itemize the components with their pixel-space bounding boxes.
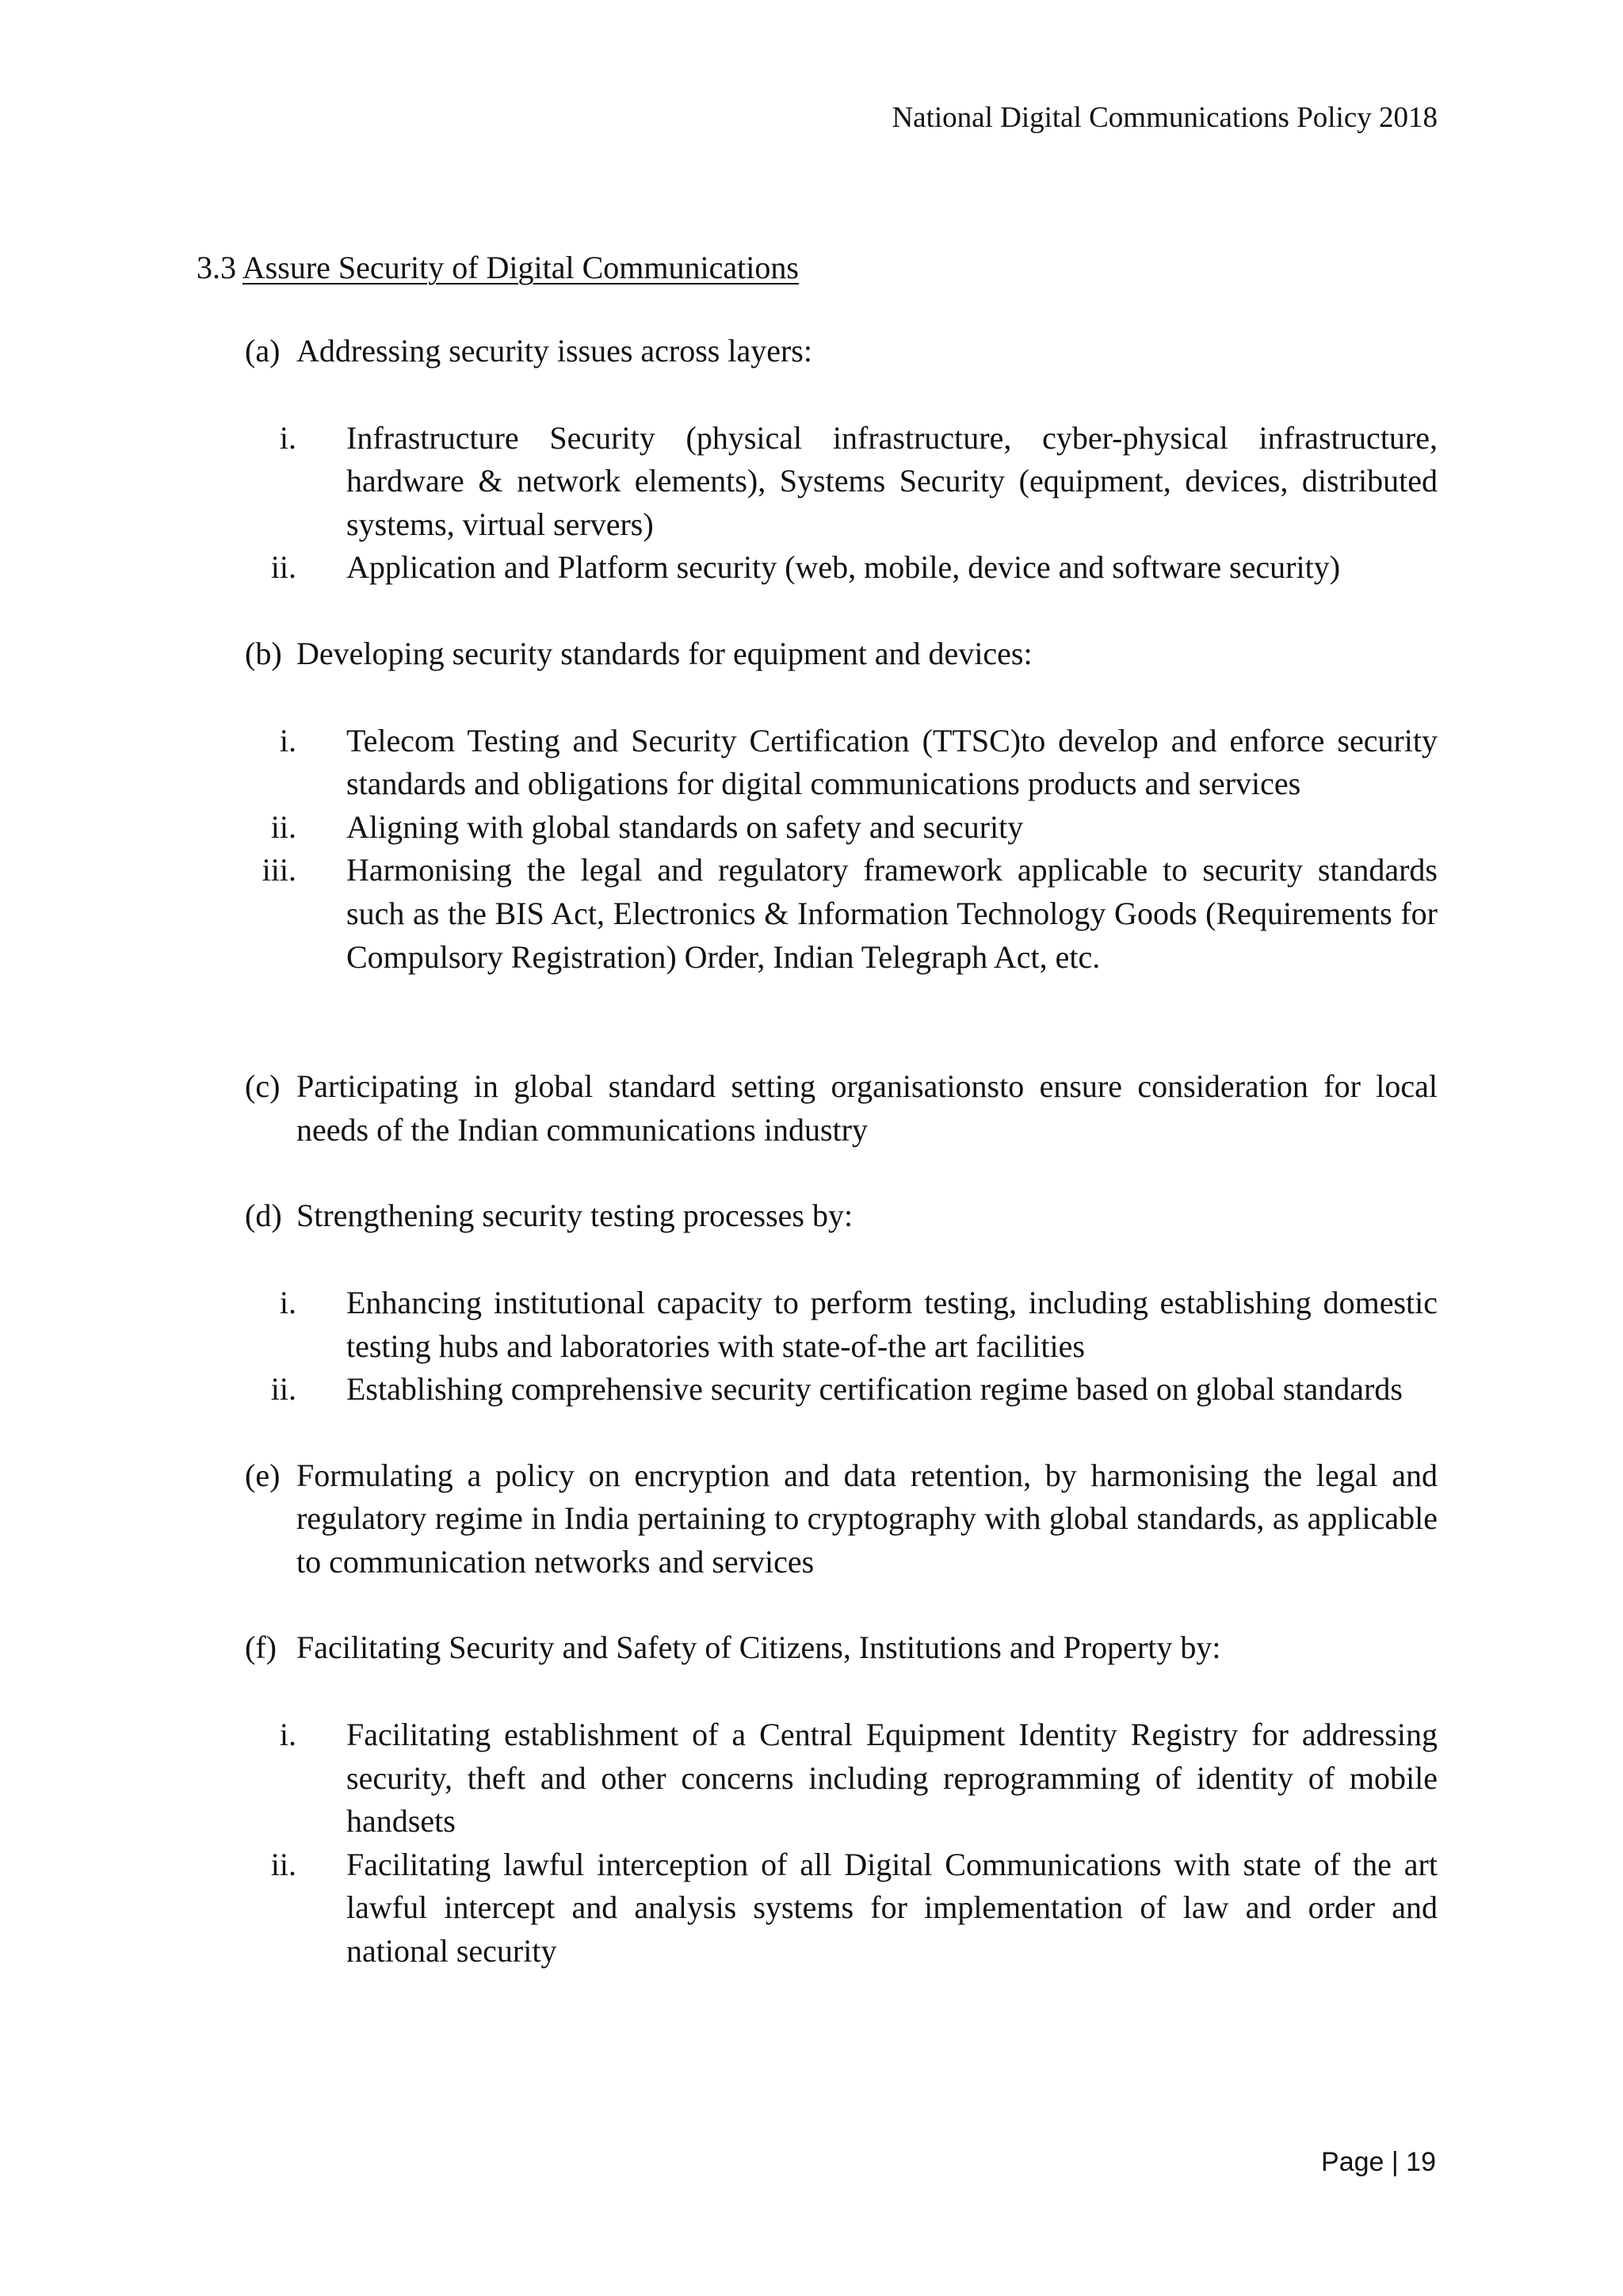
item-text: Enhancing institutional capacity to perform testing, including establishing domestic testing hubs and laboratories with state-of-the art facilities bbox=[346, 1284, 1438, 1364]
list-item bbox=[197, 806, 1438, 850]
item-label: ii. bbox=[270, 549, 296, 586]
clause-f-items bbox=[197, 1713, 1438, 1973]
clause-text: Facilitating Security and Safety of Citizens, Institutions and Property by: bbox=[296, 1629, 1221, 1666]
running-header: National Digital Communications Policy 2018 bbox=[892, 101, 1438, 134]
list-item bbox=[197, 720, 1438, 806]
item-text: Infrastructure Security (physical infrastructure, cyber-physical infrastructure, hardware & network elements), Systems Security (equipment, devices, distributed systems, virtual servers) bbox=[346, 419, 1438, 542]
list-item bbox=[197, 417, 1438, 547]
clause-text: Addressing security issues across layers: bbox=[296, 333, 812, 369]
list-item bbox=[197, 1282, 1438, 1368]
section-number: 3.3 bbox=[197, 250, 236, 285]
clause-a bbox=[197, 330, 1438, 373]
section-heading bbox=[197, 246, 799, 290]
item-label: i. bbox=[279, 722, 296, 758]
clause-label: (a) bbox=[245, 333, 281, 369]
clause-d bbox=[197, 1194, 1438, 1238]
clause-label: (b) bbox=[245, 635, 282, 671]
clause-label: (d) bbox=[245, 1198, 282, 1234]
item-text: Facilitating lawful interception of all Digital Communications with state of the art lawful intercept and analysis systems for implementation of law and order and national security bbox=[346, 1846, 1438, 1969]
item-label: i. bbox=[279, 1284, 296, 1320]
item-label: ii. bbox=[270, 808, 296, 845]
item-label: i. bbox=[279, 1717, 296, 1753]
item-text: Facilitating establishment of a Central Equipment Identity Registry for addressing security, theft and other concerns including reprogramming of identity of mobile handsets bbox=[346, 1717, 1438, 1839]
page-number: Page | 19 bbox=[1321, 2147, 1436, 2177]
list-item bbox=[197, 546, 1438, 590]
item-text: Harmonising the legal and regulatory framework applicable to security standards such as the BIS Act, Electronics & Information Technology Goods (Requirements for Compulsory Registration) Order, Indian Telegraph Act, etc. bbox=[346, 852, 1438, 975]
list-item bbox=[197, 849, 1438, 979]
clause-d-items bbox=[197, 1282, 1438, 1412]
clause-e bbox=[197, 1454, 1438, 1584]
item-text: Telecom Testing and Security Certification (TTSC)to develop and enforce security standards and obligations for digital communications products and services bbox=[346, 722, 1438, 802]
clause-text: Participating in global standard setting organisationsto ensure consideration for local needs of the Indian communications industry bbox=[296, 1068, 1438, 1148]
clause-f bbox=[197, 1626, 1438, 1670]
section-title: Assure Security of Digital Communications bbox=[242, 250, 799, 285]
clause-label: (c) bbox=[245, 1068, 281, 1105]
item-text: Establishing comprehensive security certification regime based on global standards bbox=[346, 1371, 1403, 1408]
item-text: Aligning with global standards on safety and security bbox=[346, 808, 1024, 845]
clause-b-items bbox=[197, 720, 1438, 980]
clause-text: Strengthening security testing processes by: bbox=[296, 1198, 854, 1234]
item-label: ii. bbox=[270, 1371, 296, 1408]
clause-text: Formulating a policy on encryption and data retention, by harmonising the legal and regulatory regime in India pertaining to cryptography with global standards, as applicable to communication networks and services bbox=[296, 1457, 1438, 1580]
clause-a-items bbox=[197, 417, 1438, 590]
list-item bbox=[197, 1713, 1438, 1843]
clause-c bbox=[197, 1065, 1438, 1152]
list-item bbox=[197, 1368, 1438, 1412]
section-body bbox=[197, 330, 1438, 1973]
item-label: ii. bbox=[270, 1846, 296, 1882]
clause-b bbox=[197, 632, 1438, 676]
clause-label: (e) bbox=[245, 1457, 281, 1493]
clause-label: (f) bbox=[245, 1629, 277, 1666]
clause-text: Developing security standards for equipment and devices: bbox=[296, 635, 1033, 671]
list-item bbox=[197, 1843, 1438, 1973]
item-text: Application and Platform security (web, mobile, device and software security) bbox=[346, 549, 1341, 586]
item-label: i. bbox=[279, 419, 296, 456]
item-label: iii. bbox=[262, 852, 296, 888]
